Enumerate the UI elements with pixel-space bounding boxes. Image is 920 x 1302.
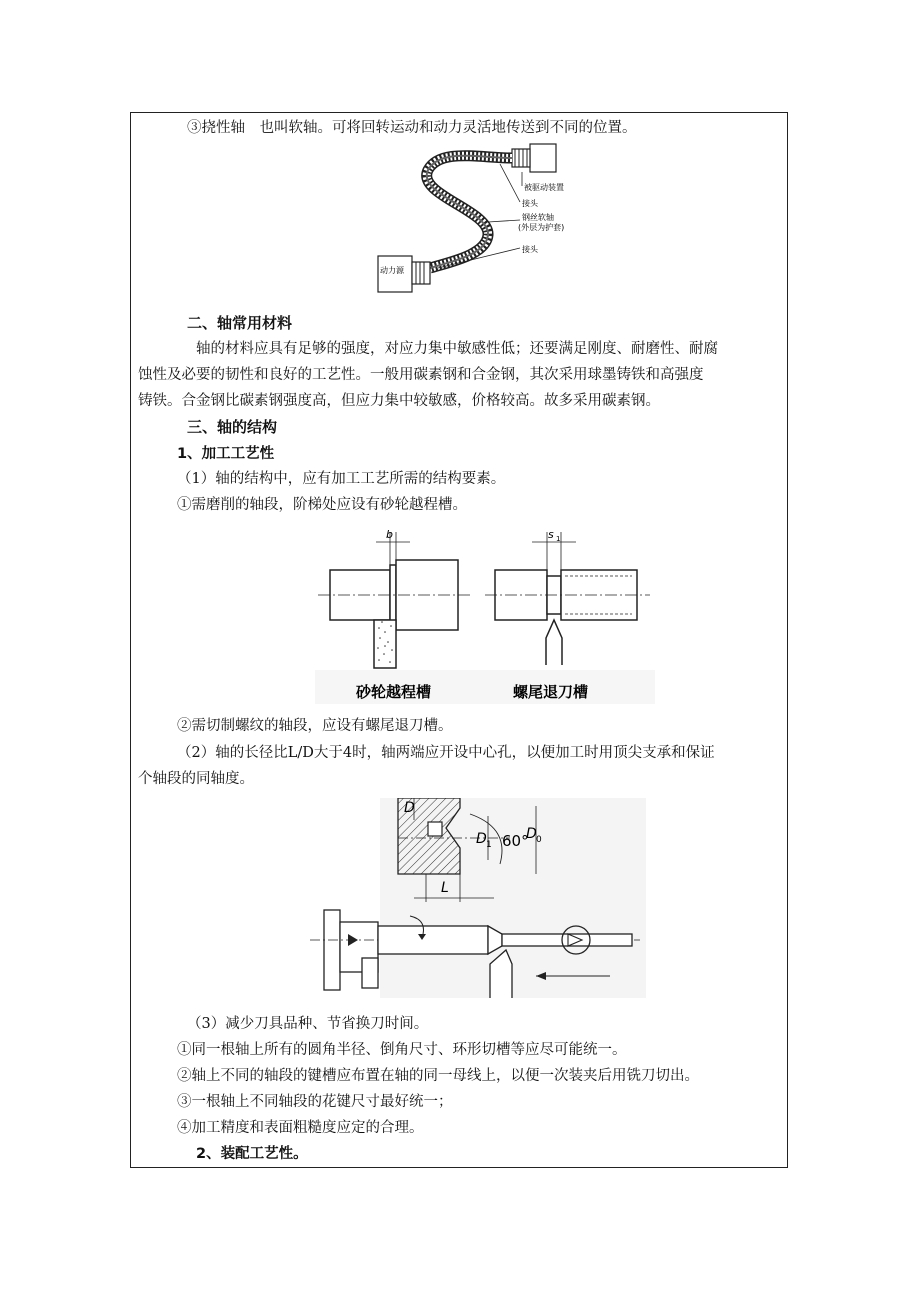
- structure-p4-line-2: 个轴段的同轴度。: [138, 771, 254, 787]
- structure-p8: ③一根轴上不同轴段的花键尺寸最好统一；: [177, 1094, 453, 1110]
- dim-d1: D: [476, 831, 487, 847]
- materials-line-1: 轴的材料应具有足够的强度，对应力集中敏感性低；还要满足刚度、耐磨性、耐腐: [196, 341, 718, 357]
- dim-d0-subscript: 0: [536, 835, 542, 845]
- structure-p4-line-1: （2）轴的长径比L/D大于4时，轴两端应开设中心孔，以便加工时用顶尖支承和保证: [177, 745, 715, 761]
- materials-line-2: 蚀性及必要的韧性和良好的工艺性。一般用碳素钢和合金钢，其次采用球墨铸铁和高强度: [138, 367, 704, 383]
- fig-label-power: 动力源: [380, 266, 404, 275]
- fig-label-joint-top: 接头: [522, 199, 538, 208]
- structure-heading: 三、轴的结构: [187, 418, 278, 436]
- grinding-groove-figure: [310, 520, 660, 710]
- flexible-shaft-figure: [370, 140, 610, 300]
- fig-label-shaft-2: (外层为护套): [518, 223, 565, 232]
- dim-b: b: [386, 528, 393, 541]
- center-hole-figure: [310, 798, 646, 998]
- fig-label-joint-bottom: 接头: [522, 245, 538, 254]
- dim-angle: 60°: [502, 832, 529, 850]
- dim-s-subscript: 1: [556, 535, 561, 543]
- materials-heading: 二、轴常用材料: [187, 314, 293, 332]
- dim-d: D: [404, 800, 415, 816]
- structure-p6: ①同一根轴上所有的圆角半径、倒角尺寸、环形切槽等应尽可能统一。: [177, 1042, 627, 1058]
- dim-s: s: [548, 528, 554, 541]
- caption-grinding-groove: 砂轮越程槽: [356, 683, 432, 701]
- flexible-shaft-text: ③挠性轴 也叫软轴。可将回转运动和动力灵活地传送到不同的位置。: [187, 120, 637, 136]
- structure-p5: （3）减少刀具品种、节省换刀时间。: [187, 1016, 429, 1032]
- structure-p1: （1）轴的结构中，应有加工工艺所需的结构要素。: [177, 471, 506, 487]
- materials-line-3: 铸铁。合金钢比碳素钢强度高，但应力集中较敏感，价格较高。故多采用碳素钢。: [138, 393, 660, 409]
- dim-l: L: [441, 880, 449, 896]
- structure-p2: ①需磨削的轴段，阶梯处应设有砂轮越程槽。: [177, 497, 467, 513]
- fig-label-driven: 被驱动装置: [524, 183, 564, 192]
- machining-subheading: 1、加工工艺性: [177, 446, 275, 462]
- structure-p3: ②需切制螺纹的轴段，应设有螺尾退刀槽。: [177, 718, 453, 734]
- dim-d1-subscript: 1: [486, 840, 492, 850]
- dim-d0: D: [526, 826, 537, 842]
- structure-p7: ②轴上不同的轴段的键槽应布置在轴的同一母线上，以便一次装夹后用铣刀切出。: [177, 1068, 699, 1084]
- caption-thread-relief: 螺尾退刀槽: [513, 683, 589, 701]
- structure-p9: ④加工精度和表面粗糙度应定的合理。: [177, 1120, 424, 1136]
- assembly-subheading: 2、装配工艺性。: [196, 1146, 308, 1162]
- fig-label-shaft-1: 钢丝软轴: [522, 213, 554, 222]
